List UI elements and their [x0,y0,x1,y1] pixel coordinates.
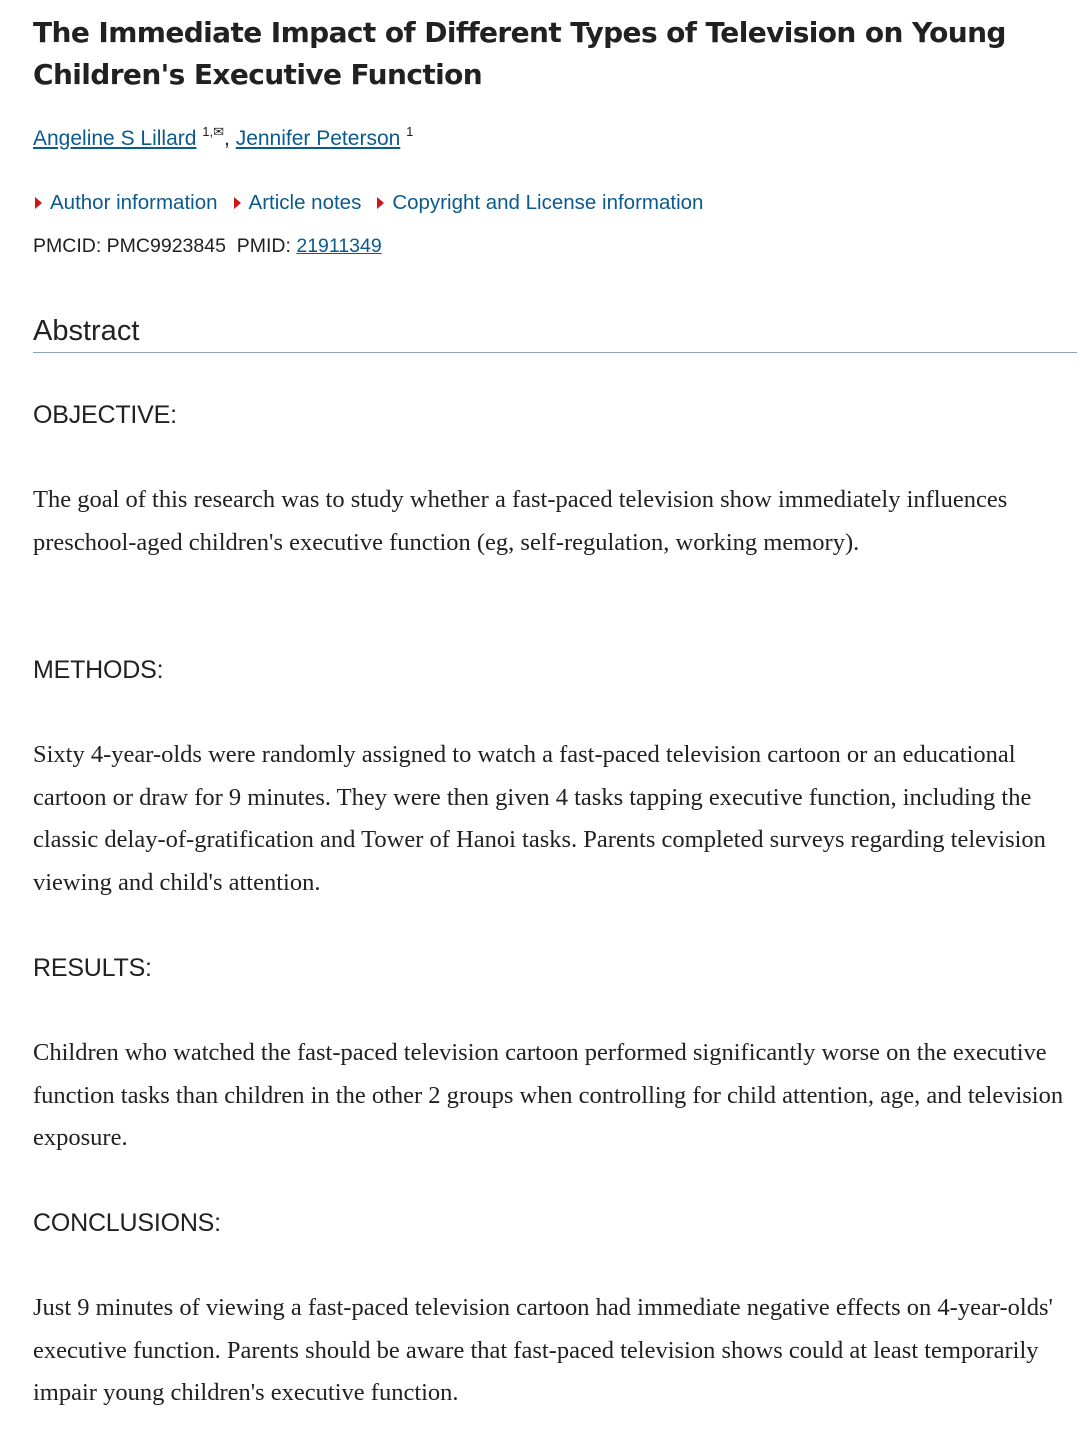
article-meta-links [33,188,717,218]
results-heading: RESULTS: [33,954,152,982]
author-affiliation-peterson: 1 [406,124,414,139]
conclusions-text: Just 9 minutes of viewing a fast-paced television cartoon had immediate negative effects on 4-year-olds' executive function. Parents should be aware that fast-paced television shows could at least temporarily impair young children's executive function. [33,1294,1053,1406]
conclusions-heading: CONCLUSIONS: [33,1209,221,1237]
triangle-right-icon [377,197,384,209]
article-title: The Immediate Impact of Different Types of Television on Young Children's Executive Function [33,16,1006,91]
article-identifiers [33,232,382,260]
author-affiliation-lillard: 1,✉ [202,124,225,139]
mail-icon[interactable]: ✉ [213,124,225,139]
author-link-peterson[interactable]: Jennifer Peterson [235,127,401,150]
pmcid-value: PMC9923845 [106,235,226,257]
author-information-toggle[interactable] [33,188,218,218]
pmid-link[interactable]: 21911349 [296,235,382,257]
methods-text: Sixty 4-year-olds were randomly assigned to watch a fast-paced television cartoon or an educational cartoon or draw for 9 minutes. They were then given 4 tasks tapping executive function, including the classic delay-of-gratification and Tower of Hanoi tasks. Parents completed surveys regarding television viewing and child's attention. [33,741,1046,896]
abstract-divider [33,352,1077,353]
abstract-heading: Abstract [33,315,140,347]
author-separator: , [224,127,236,150]
author-link-lillard[interactable]: Angeline S Lillard [33,127,197,150]
author-information-label: Author information [50,191,218,214]
copyright-license-label: Copyright and License information [392,191,704,214]
pmid-label: PMID: [236,235,291,257]
results-text: Children who watched the fast-paced television cartoon performed significantly worse on the executive function tasks than children in the other 2 groups when controlling for child attention, age, and television exposure. [33,1039,1064,1151]
methods-heading: METHODS: [33,656,164,684]
article-notes-label: Article notes [248,191,362,214]
copyright-license-toggle[interactable] [375,188,703,218]
triangle-right-icon [234,197,241,209]
author-list [33,124,413,154]
objective-text: The goal of this research was to study whether a fast-paced television show immediately influences preschool-aged children's executive function (eg, self-regulation, working memory). [33,486,1008,556]
article-notes-toggle[interactable] [232,188,362,218]
triangle-right-icon [35,197,42,209]
objective-heading: OBJECTIVE: [33,401,177,429]
pmcid-label: PMCID: [33,235,102,257]
